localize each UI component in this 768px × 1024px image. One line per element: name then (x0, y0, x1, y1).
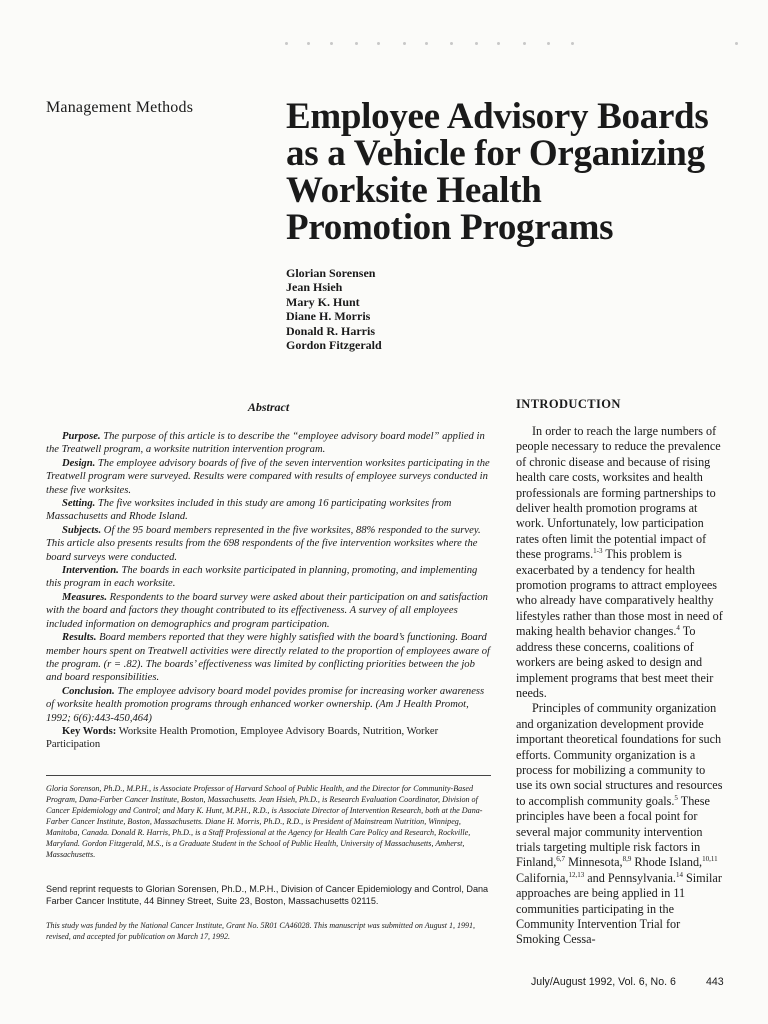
author-list (286, 266, 382, 352)
introduction-body (516, 424, 723, 948)
body-text: In order to reach the large numbers of people necessary to reduce the prevalence of chronic disease and because of rising health care costs, worksites and health professionals are forming partnerships to deliver health promotion programs at work. Unfortunately, low participation rates often limit the potential impact of these programs. (516, 424, 721, 562)
reprint-requests: Send reprint requests to Glorian Sorensen, Ph.D., M.P.H., Division of Cancer Epidemiology and Control, Dana Farber Cancer Institute, 44 Binney Street, Suite 23, Boston, Massachusetts 02115. (46, 884, 489, 906)
abstract-text: The purpose of this article is to describe the “employee advisory board model” applied in the Treatwell program, a worksite nutrition intervention program. (46, 431, 485, 456)
abstract-body (46, 430, 491, 752)
abstract-label: Intervention. (62, 565, 119, 577)
abstract-conclusion (46, 685, 491, 725)
abstract-text: The boards in each worksite participated in planning, promoting, and implementing this program in each worksite. (46, 565, 478, 590)
abstract-label: Setting. (62, 498, 96, 510)
body-text: To address these concerns, coalitions of workers are being asked to design and implement programs that best meet their needs. (516, 624, 714, 700)
body-text: Minnesota, (565, 855, 623, 870)
abstract-heading: Abstract (247, 400, 290, 414)
abstract-label: Design. (62, 457, 96, 469)
title-line: Employee Advisory Boards (286, 96, 709, 137)
key-words-text: Worksite Health Promotion, Employee Advisory Boards, Nutrition, Worker Participation (46, 725, 439, 751)
abstract-text: The five worksites included in this study are among 16 participating worksites from Massachusetts and Rhode Island. (46, 498, 452, 523)
abstract-results (46, 631, 491, 685)
author-name: Diane H. Morris (286, 309, 371, 324)
citation: 12,13 (568, 870, 585, 879)
abstract-label: Subjects. (62, 524, 102, 536)
introduction-paragraph (516, 701, 723, 948)
title-line: Worksite Health (286, 170, 542, 211)
body-text: and Pennsylvania. (584, 870, 676, 885)
section-label: Management Methods (46, 99, 194, 116)
body-text: These principles have been a focal point for several major community intervention trials targeting multiple risk factors in Finland, (516, 793, 710, 870)
author-name: Jean Hsieh (286, 280, 343, 295)
author-name: Gordon Fitzgerald (286, 338, 382, 353)
citation: 5 (674, 793, 678, 802)
author-name: Glorian Sorensen (286, 266, 376, 280)
page-number: 443 (706, 976, 724, 988)
key-words (46, 725, 491, 752)
key-words-label: Key Words: (62, 725, 117, 737)
abstract-label: Results. (62, 632, 97, 644)
citation: 4 (676, 624, 680, 633)
abstract-measures (46, 591, 491, 631)
abstract-purpose (46, 430, 491, 457)
author-name: Donald R. Harris (286, 323, 376, 338)
abstract-text: The employee advisory board model povides promise for increasing worker awareness of worksite health promotion programs through enhanced worker ownership. (Am J Health Promot, 1992; 6(6):443-450,464) (46, 685, 485, 724)
abstract-label: Measures. (62, 591, 108, 603)
scan-noise (285, 40, 745, 50)
footnote-divider (46, 775, 491, 776)
abstract-label: Purpose. (62, 431, 101, 442)
introduction-paragraph (516, 424, 723, 701)
article-title (286, 98, 746, 246)
author-name: Mary K. Hunt (286, 294, 360, 309)
body-text: California, (516, 870, 569, 885)
abstract-text: The employee advisory boards of five of the seven intervention worksites participating in the Treatwell program were surveyed. Results were compared with results of employee surveys conducted in these five worksites. (46, 457, 490, 496)
citation: 1-3 (593, 547, 603, 556)
citation: 10,11 (702, 855, 718, 864)
author-affiliations: Gloria Sorenson, Ph.D., M.P.H., is Associate Professor of Harvard School of Public Health, and the Director for Community-Based Program, Dana-Farber Cancer Institute, Boston, Massachusetts. Jean Hsieh, Ph.D., is Research Evaluation Coordinator, Division of Cancer Epidemiology and Control; and Mary K. Hunt, M.P.H., R.D., is Associate Director of Intervention Research, both at the Dana-Farber Cancer Institute, Boston, Massachusetts. Diane H. Morris, Ph.D., R.D., is President of Mainstream Nutrition, Winnipeg, Manitoba, Canada. Donald R. Harris, Ph.D., is a Staff Professional at the Agency for Health Care Policy and Research, Rockville, Maryland. Gordon Fitzgerald, M.S., is a Graduate Student in the School of Public Health, University of Massachusetts, Amherst, Massachusetts. (46, 784, 483, 859)
abstract-design (46, 457, 491, 497)
citation: 6,7 (556, 855, 566, 864)
title-line: as a Vehicle for Organizing (286, 133, 705, 174)
body-text: Principles of community organization and organization development provide important theoretical foundations for such efforts. Community organization is a process for mobilizing a community to use its own social structures and resources to accomplish community goals. (516, 701, 723, 808)
funding-note: This study was funded by the National Cancer Institute, Grant No. 5R01 CA46028. This manuscript was submitted on August 1, 1991, revised, and accepted for publication on March 17, 1992. (46, 921, 475, 941)
issue-info: July/August 1992, Vol. 6, No. 6 (531, 976, 676, 988)
abstract-intervention (46, 564, 491, 591)
abstract-subjects (46, 524, 491, 564)
introduction-heading: INTRODUCTION (516, 397, 621, 411)
body-text: Similar approaches are being applied in 11 communities participating in the Community Intervention Trial for Smoking Cessa- (516, 870, 722, 947)
abstract-text: Respondents to the board survey were asked about their participation on and satisfaction with the board and factors they thought contributed to its effectiveness. A survey of all employees included information on demographics and program participation. (46, 591, 488, 630)
abstract-label: Conclusion. (62, 685, 115, 697)
abstract-text: Of the 95 board members represented in the five worksites, 88% responded to the survey. This article also presents results from the 698 respondents of the five intervention worksites where the board surveys were conducted. (46, 524, 481, 563)
abstract-text: Board members reported that they were highly satisfied with the board’s functioning. Board member hours spent on Treatwell activities were directly related to the proportion of employees aware of the program. (r = .82). The boards’ effectiveness was limited by conflicting priorities between the job and board responsibilities. (46, 632, 490, 684)
citation: 8,9 (622, 855, 632, 864)
body-text: Rhode Island, (631, 855, 703, 870)
abstract-setting (46, 497, 491, 524)
title-line: Promotion Programs (286, 207, 614, 248)
citation: 14 (675, 870, 683, 879)
body-text: This problem is exacerbated by a tendency for health promotion programs to attract employees who already have comparatively healthy lifestyles rather than those most in need of making health behavior changes. (516, 547, 723, 639)
